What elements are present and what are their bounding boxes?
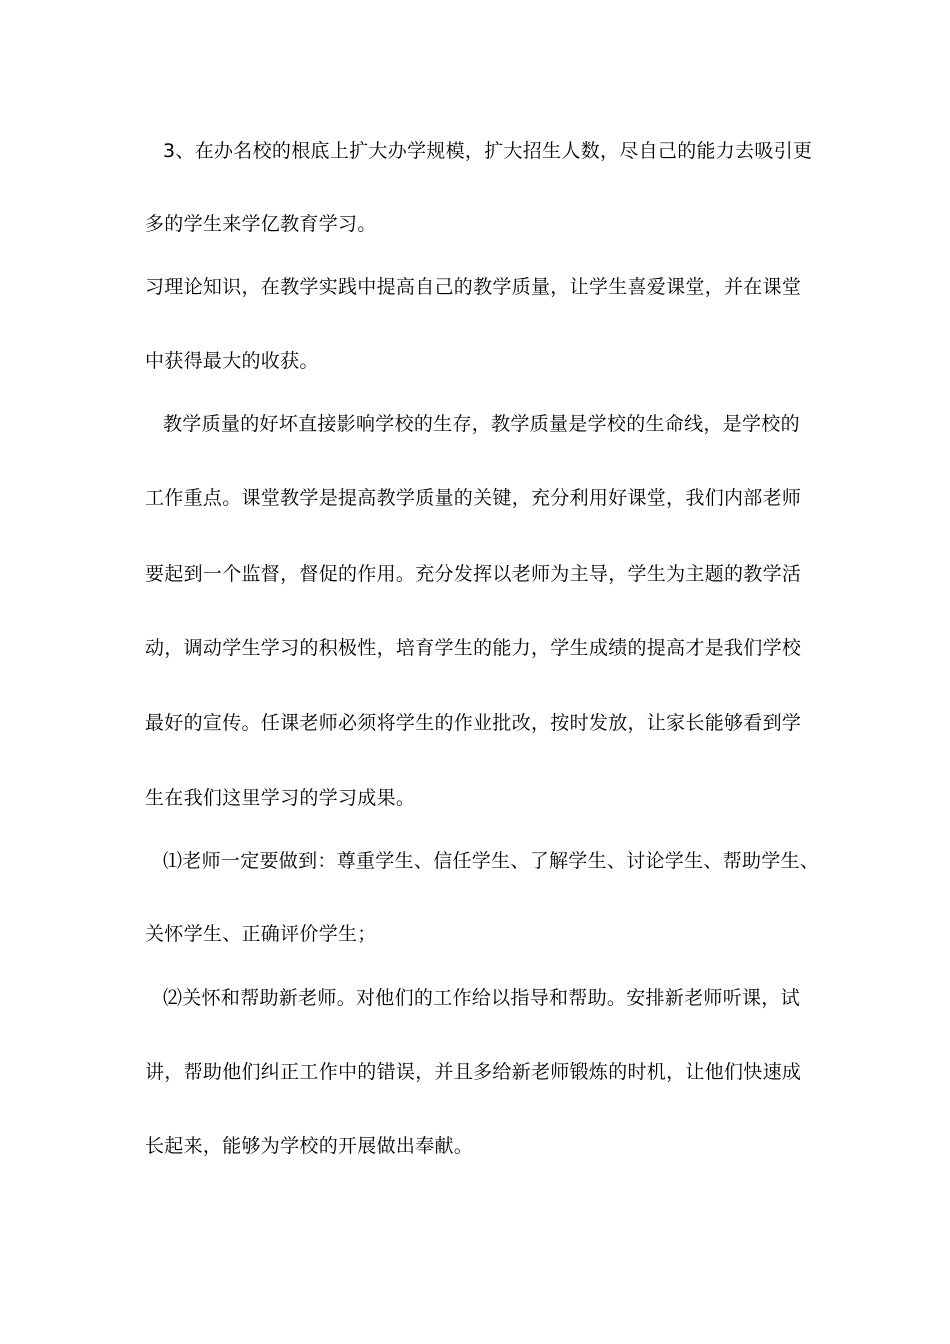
text-line: 教学质量的好坏直接影响学校的生存，教学质量是学校的生命线，是学校的 [163,413,800,435]
text-line: 讲，帮助他们纠正工作中的错误，并且多给新老师锻炼的时机，让他们快速成 [145,1061,802,1083]
text-line: ⑵关怀和帮助新老师。对他们的工作给以指导和帮助。安排新老师听课，试 [163,987,800,1009]
text-line: 习理论知识，在教学实践中提高自己的教学质量，让学生喜爱课堂，并在课堂 [145,276,802,298]
text-line: 中获得最大的收获。 [145,350,319,372]
text-line: 工作重点。课堂教学是提高教学质量的关键，充分利用好课堂，我们内部老师 [145,487,802,509]
text-line: 长起来，能够为学校的开展做出奉献。 [145,1135,474,1157]
text-line: ⑴老师一定要做到：尊重学生、信任学生、了解学生、讨论学生、帮助学生、 [163,850,820,872]
text-line: 要起到一个监督，督促的作用。充分发挥以老师为主导，学生为主题的教学活 [145,563,802,585]
text-line: 最好的宣传。任课老师必须将学生的作业批改，按时发放，让家长能够看到学 [145,712,802,734]
text-line: 关怀学生、正确评价学生； [145,923,377,945]
text-line: 多的学生来学亿教育学习。 [145,213,377,235]
text-line: 3、在办名校的根底上扩大办学规模，扩大招生人数，尽自己的能力去吸引更 [163,140,813,162]
text-line: 动，调动学生学习的积极性，培育学生的能力，学生成绩的提高才是我们学校 [145,637,802,659]
text-line: 生在我们这里学习的学习成果。 [145,787,416,809]
